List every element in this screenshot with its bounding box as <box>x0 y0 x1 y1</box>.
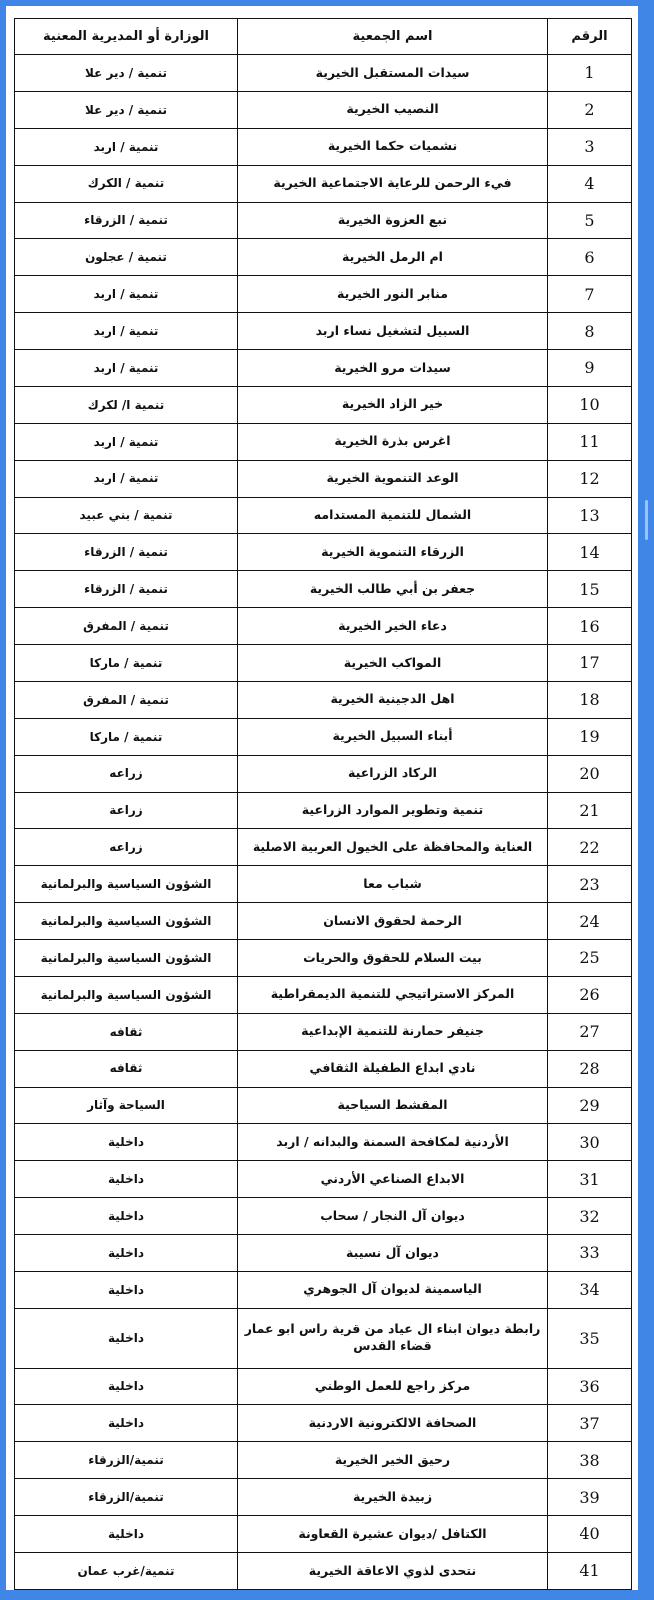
row-number: 41 <box>548 1552 632 1589</box>
table-row <box>15 460 632 497</box>
row-number: 22 <box>548 829 632 866</box>
table-row <box>15 239 632 276</box>
row-number: 25 <box>548 940 632 977</box>
association-name: ام الرمل الخيرية <box>238 239 548 276</box>
ministry-name: الشؤون السياسية والبرلمانية <box>15 976 238 1013</box>
association-name: أبناء السبيل الخيرية <box>238 718 548 755</box>
table-row <box>15 497 632 534</box>
table-row <box>15 276 632 313</box>
ministry-name: زراعة <box>15 792 238 829</box>
row-number: 12 <box>548 460 632 497</box>
row-number: 29 <box>548 1087 632 1124</box>
table-row <box>15 1087 632 1124</box>
associations-table <box>14 18 632 1590</box>
table-row <box>15 386 632 423</box>
association-name: جعفر بن أبي طالب الخيرية <box>238 571 548 608</box>
ministry-name: داخلية <box>15 1271 238 1308</box>
ministry-name: داخلية <box>15 1405 238 1442</box>
association-name: الياسمينة لديوان آل الجوهري <box>238 1271 548 1308</box>
table-row <box>15 350 632 387</box>
ministry-name: تنمية/الزرقاء <box>15 1479 238 1516</box>
row-number: 31 <box>548 1161 632 1198</box>
association-name: الأردنية لمكافحة السمنة والبدانه / اربد <box>238 1124 548 1161</box>
association-name: جنيفر حمارنة للتنمية الإبداعية <box>238 1013 548 1050</box>
table-row <box>15 1124 632 1161</box>
table-row <box>15 718 632 755</box>
association-name: الركاد الزراعية <box>238 755 548 792</box>
ministry-name: تنمية / اربد <box>15 313 238 350</box>
association-name: رابطة ديوان ابناء ال عياد من قرية راس ابو عمار قضاء القدس <box>238 1308 548 1368</box>
ministry-name: تنمية / اربد <box>15 350 238 387</box>
ministry-name: تنمية / الزرقاء <box>15 534 238 571</box>
table-row <box>15 55 632 92</box>
row-number: 38 <box>548 1442 632 1479</box>
row-number: 5 <box>548 202 632 239</box>
association-name: الرحمة لحقوق الانسان <box>238 903 548 940</box>
row-number: 35 <box>548 1308 632 1368</box>
ministry-name: داخلية <box>15 1516 238 1553</box>
ministry-name: تنمية / بني عبيد <box>15 497 238 534</box>
association-name: فيء الرحمن للرعاية الاجتماعية الخيرية <box>238 165 548 202</box>
ministry-name: السياحة وآثار <box>15 1087 238 1124</box>
row-number: 40 <box>548 1516 632 1553</box>
ministry-name: تنمية / الكرك <box>15 165 238 202</box>
association-name: ديوان آل نسيبة <box>238 1235 548 1272</box>
row-number: 1 <box>548 55 632 92</box>
table-row <box>15 645 632 682</box>
association-name: المواكب الخيرية <box>238 645 548 682</box>
ministry-name: تنمية / الزرقاء <box>15 571 238 608</box>
row-number: 30 <box>548 1124 632 1161</box>
row-number: 24 <box>548 903 632 940</box>
association-name: مركز راجع للعمل الوطني <box>238 1368 548 1405</box>
association-name: السبيل لتشغيل نساء اربد <box>238 313 548 350</box>
table-row <box>15 1405 632 1442</box>
ministry-name: تنمية / اربد <box>15 276 238 313</box>
table-row <box>15 1479 632 1516</box>
ministry-name: تنمية / دير علا <box>15 55 238 92</box>
association-name: المقشط السياحية <box>238 1087 548 1124</box>
table-row <box>15 903 632 940</box>
association-name: نشميات حكما الخيرية <box>238 128 548 165</box>
scrollbar[interactable] <box>645 500 648 540</box>
ministry-name: تنمية / اربد <box>15 460 238 497</box>
ministry-name: تنمية / الزرقاء <box>15 202 238 239</box>
ministry-name: تنمية/الزرقاء <box>15 1442 238 1479</box>
row-number: 2 <box>548 91 632 128</box>
row-number: 17 <box>548 645 632 682</box>
table-row <box>15 1271 632 1308</box>
row-number: 18 <box>548 681 632 718</box>
ministry-name: زراعه <box>15 829 238 866</box>
association-name: ديوان آل النجار / سحاب <box>238 1198 548 1235</box>
table-row <box>15 792 632 829</box>
row-number: 36 <box>548 1368 632 1405</box>
association-name: النصيب الخيرية <box>238 91 548 128</box>
row-number: 32 <box>548 1198 632 1235</box>
row-number: 19 <box>548 718 632 755</box>
ministry-name: داخلية <box>15 1235 238 1272</box>
ministry-name: تنمية/غرب عمان <box>15 1552 238 1589</box>
ministry-name: تنمية / المفرق <box>15 608 238 645</box>
row-number: 28 <box>548 1050 632 1087</box>
table-row <box>15 313 632 350</box>
table-row <box>15 976 632 1013</box>
row-number: 33 <box>548 1235 632 1272</box>
table-row <box>15 128 632 165</box>
association-name: رحيق الخير الخيرية <box>238 1442 548 1479</box>
row-number: 7 <box>548 276 632 313</box>
ministry-name: تنمية / عجلون <box>15 239 238 276</box>
row-number: 3 <box>548 128 632 165</box>
association-name: زبيدة الخيرية <box>238 1479 548 1516</box>
ministry-name: داخلية <box>15 1161 238 1198</box>
ministry-name: ثقافه <box>15 1013 238 1050</box>
table-row <box>15 829 632 866</box>
table-row <box>15 91 632 128</box>
table-row <box>15 423 632 460</box>
table-row <box>15 571 632 608</box>
association-name: نبع العزوة الخيرية <box>238 202 548 239</box>
association-name: سيدات المستقبل الخيرية <box>238 55 548 92</box>
row-number: 14 <box>548 534 632 571</box>
table-row <box>15 1368 632 1405</box>
association-name: الشمال للتنمية المستدامه <box>238 497 548 534</box>
table-row <box>15 1013 632 1050</box>
table-row <box>15 755 632 792</box>
table-row <box>15 202 632 239</box>
table-row <box>15 681 632 718</box>
row-number: 37 <box>548 1405 632 1442</box>
association-name: تنمية وتطوير الموارد الزراعية <box>238 792 548 829</box>
ministry-name: داخلية <box>15 1368 238 1405</box>
row-number: 16 <box>548 608 632 645</box>
ministry-name: تنمية / ماركا <box>15 645 238 682</box>
association-name: الصحافة الالكترونية الاردنية <box>238 1405 548 1442</box>
row-number: 9 <box>548 350 632 387</box>
association-name: سيدات مرو الخيرية <box>238 350 548 387</box>
ministry-name: ثقافه <box>15 1050 238 1087</box>
ministry-name: زراعه <box>15 755 238 792</box>
association-name: الكتافل /ديوان عشيرة القعاونة <box>238 1516 548 1553</box>
table-row <box>15 165 632 202</box>
association-name: الوعد التنموية الخيرية <box>238 460 548 497</box>
ministry-name: تنمية / المفرق <box>15 681 238 718</box>
row-number: 10 <box>548 386 632 423</box>
table-row <box>15 1516 632 1553</box>
table-row <box>15 1552 632 1589</box>
header-ministry: الوزارة أو المديرية المعنية <box>15 19 238 55</box>
association-name: نتحدى لذوي الاعاقة الخيرية <box>238 1552 548 1589</box>
table-row <box>15 608 632 645</box>
ministry-name: الشؤون السياسية والبرلمانية <box>15 940 238 977</box>
ministry-name: تنمية ا/ لكرك <box>15 386 238 423</box>
table-row <box>15 1442 632 1479</box>
row-number: 27 <box>548 1013 632 1050</box>
row-number: 6 <box>548 239 632 276</box>
association-name: المركز الاستراتيجي للتنمية الديمقراطية <box>238 976 548 1013</box>
header-number: الرقم <box>548 19 632 55</box>
ministry-name: داخلية <box>15 1124 238 1161</box>
association-name: اغرس بذرة الخيرية <box>238 423 548 460</box>
association-name: الابداع الصناعي الأردني <box>238 1161 548 1198</box>
table-row <box>15 1050 632 1087</box>
ministry-name: تنمية / دير علا <box>15 91 238 128</box>
table-row <box>15 1308 632 1368</box>
association-name: العناية والمحافظة على الخيول العربية الاصلية <box>238 829 548 866</box>
row-number: 34 <box>548 1271 632 1308</box>
ministry-name: الشؤون السياسية والبرلمانية <box>15 903 238 940</box>
ministry-name: تنمية / اربد <box>15 423 238 460</box>
association-name: اهل الدجينية الخيرية <box>238 681 548 718</box>
ministry-name: تنمية / ماركا <box>15 718 238 755</box>
row-number: 39 <box>548 1479 632 1516</box>
association-name: شباب معا <box>238 866 548 903</box>
row-number: 11 <box>548 423 632 460</box>
ministry-name: الشؤون السياسية والبرلمانية <box>15 866 238 903</box>
table-row <box>15 534 632 571</box>
association-name: دعاء الخير الخيرية <box>238 608 548 645</box>
row-number: 15 <box>548 571 632 608</box>
ministry-name: داخلية <box>15 1308 238 1368</box>
table-row <box>15 1161 632 1198</box>
table-row <box>15 866 632 903</box>
table-row <box>15 1198 632 1235</box>
association-name: الزرقاء التنموية الخيرية <box>238 534 548 571</box>
association-name: بيت السلام للحقوق والحريات <box>238 940 548 977</box>
header-row <box>15 19 632 55</box>
table-row <box>15 1235 632 1272</box>
row-number: 13 <box>548 497 632 534</box>
table-row <box>15 940 632 977</box>
row-number: 23 <box>548 866 632 903</box>
ministry-name: تنمية / اربد <box>15 128 238 165</box>
header-name: اسم الجمعية <box>238 19 548 55</box>
row-number: 8 <box>548 313 632 350</box>
row-number: 20 <box>548 755 632 792</box>
row-number: 21 <box>548 792 632 829</box>
ministry-name: داخلية <box>15 1198 238 1235</box>
row-number: 26 <box>548 976 632 1013</box>
row-number: 4 <box>548 165 632 202</box>
association-name: منابر النور الخيرية <box>238 276 548 313</box>
association-name: نادي ابداع الطفيلة الثقافي <box>238 1050 548 1087</box>
association-name: خير الزاد الخيرية <box>238 386 548 423</box>
